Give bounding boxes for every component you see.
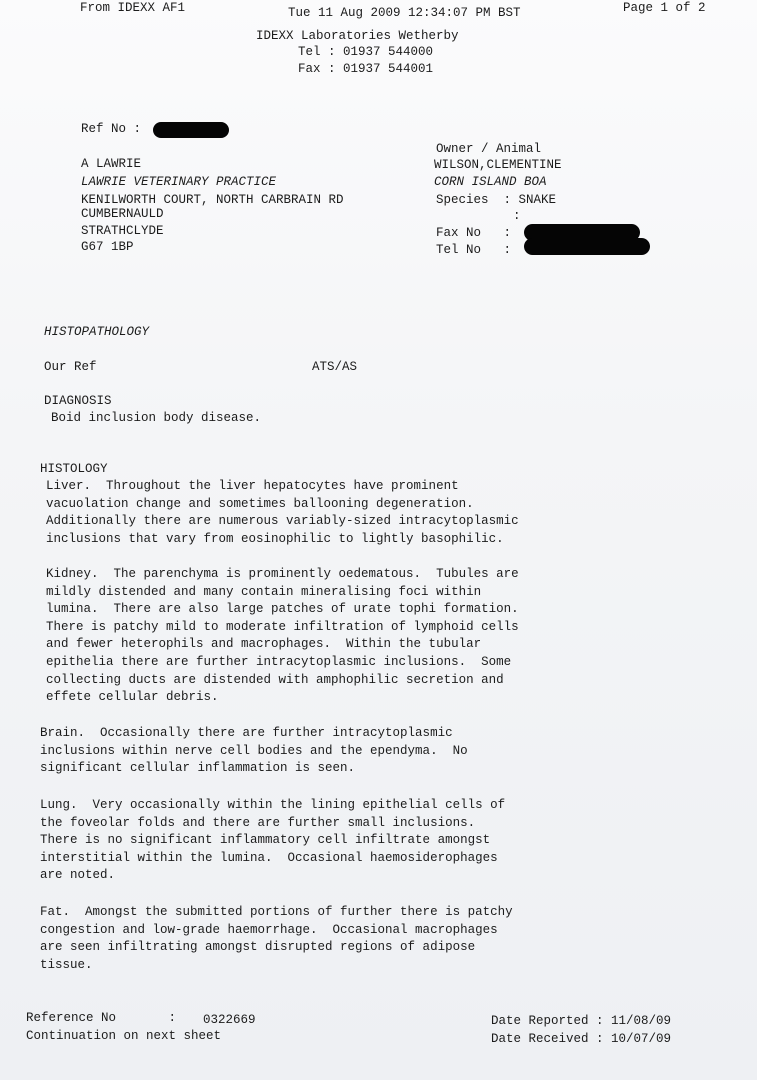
- owner-header: Owner / Animal: [436, 142, 542, 156]
- address-region: STRATHCLYDE: [81, 224, 164, 238]
- brain-paragraph: Brain. Occasionally there are further intracytoplasmic inclusions within nerve cell bodies and the ependyma. No significant cellular inflammation is seen.: [40, 726, 468, 776]
- ref-no-label: Ref No :: [81, 122, 142, 136]
- continuation-note: Continuation on next sheet: [26, 1029, 222, 1043]
- section-title: HISTOPATHOLOGY: [44, 325, 150, 339]
- histology-label: HISTOLOGY: [40, 462, 108, 476]
- animal-name: CORN ISLAND BOA: [434, 175, 547, 189]
- diagnosis-text: Boid inclusion body disease.: [51, 411, 262, 425]
- reference-no-value: 0322669: [203, 1013, 256, 1027]
- our-ref-value: ATS/AS: [312, 360, 358, 374]
- diagnosis-label: DIAGNOSIS: [44, 394, 112, 408]
- address-street: KENILWORTH COURT, NORTH CARBRAIN RD: [81, 193, 344, 207]
- fat-paragraph: Fat. Amongst the submitted portions of further there is patchy congestion and low-grade haemorrhage. Occasional macrophages are seen infiltrating amongst disrupted regions of adipose tissue.: [40, 905, 513, 972]
- lab-fax: Fax : 01937 544001: [298, 62, 434, 76]
- date-received: Date Received : 10/07/09: [491, 1032, 672, 1046]
- redaction-bar: [153, 122, 229, 138]
- lab-tel: Tel : 01937 544000: [298, 45, 434, 59]
- practice-name: LAWRIE VETERINARY PRACTICE: [81, 175, 277, 189]
- date-reported: Date Reported : 11/08/09: [491, 1014, 672, 1028]
- lung-paragraph: Lung. Very occasionally within the lining epithelial cells of the foveolar folds and there are further small inclusions. There is no significant inflammatory cell infiltrate amongst interstitial within the lumina. Occasional haemosiderophages are noted.: [40, 798, 506, 883]
- redaction-bar: [524, 238, 650, 255]
- kidney-paragraph: Kidney. The parenchyma is prominently oedematous. Tubules are mildly distended and many contain mineralising foci within lumina. There are also large patches of urate tophi formation. There is patchy mild to moderate infiltration of lymphoid cells and fewer heterophils and macrophages. Within the tubular epithelia there are further intracytoplasmic inclusions. Some collecting ducts are distended with amphophilic secretion and effete cellular debris.: [46, 567, 519, 705]
- our-ref-label: Our Ref: [44, 360, 97, 374]
- vet-name: A LAWRIE: [81, 157, 142, 171]
- page-number: Page 1 of 2: [623, 1, 706, 15]
- reference-no-label: Reference No :: [26, 1011, 177, 1025]
- liver-paragraph: Liver. Throughout the liver hepatocytes have prominent vacuolation change and sometimes ballooning degeneration. Additionally there are numerous variably-sized intracytoplasmic inclusions that vary from eosinophilic to lightly basophilic.: [46, 479, 519, 546]
- fax-from: From IDEXX AF1: [80, 1, 186, 15]
- owner-name: WILSON,CLEMENTINE: [434, 158, 562, 172]
- lab-name: IDEXX Laboratories Wetherby: [256, 29, 459, 43]
- address-postcode: G67 1BP: [81, 240, 134, 254]
- species: Species : SNAKE: [436, 193, 557, 207]
- fax-timestamp: Tue 11 Aug 2009 12:34:07 PM BST: [288, 6, 521, 20]
- fax-no-label: Fax No :: [436, 226, 512, 240]
- address-town: CUMBERNAULD: [81, 207, 164, 221]
- blank-field: :: [513, 209, 521, 223]
- tel-no-label: Tel No :: [436, 243, 512, 257]
